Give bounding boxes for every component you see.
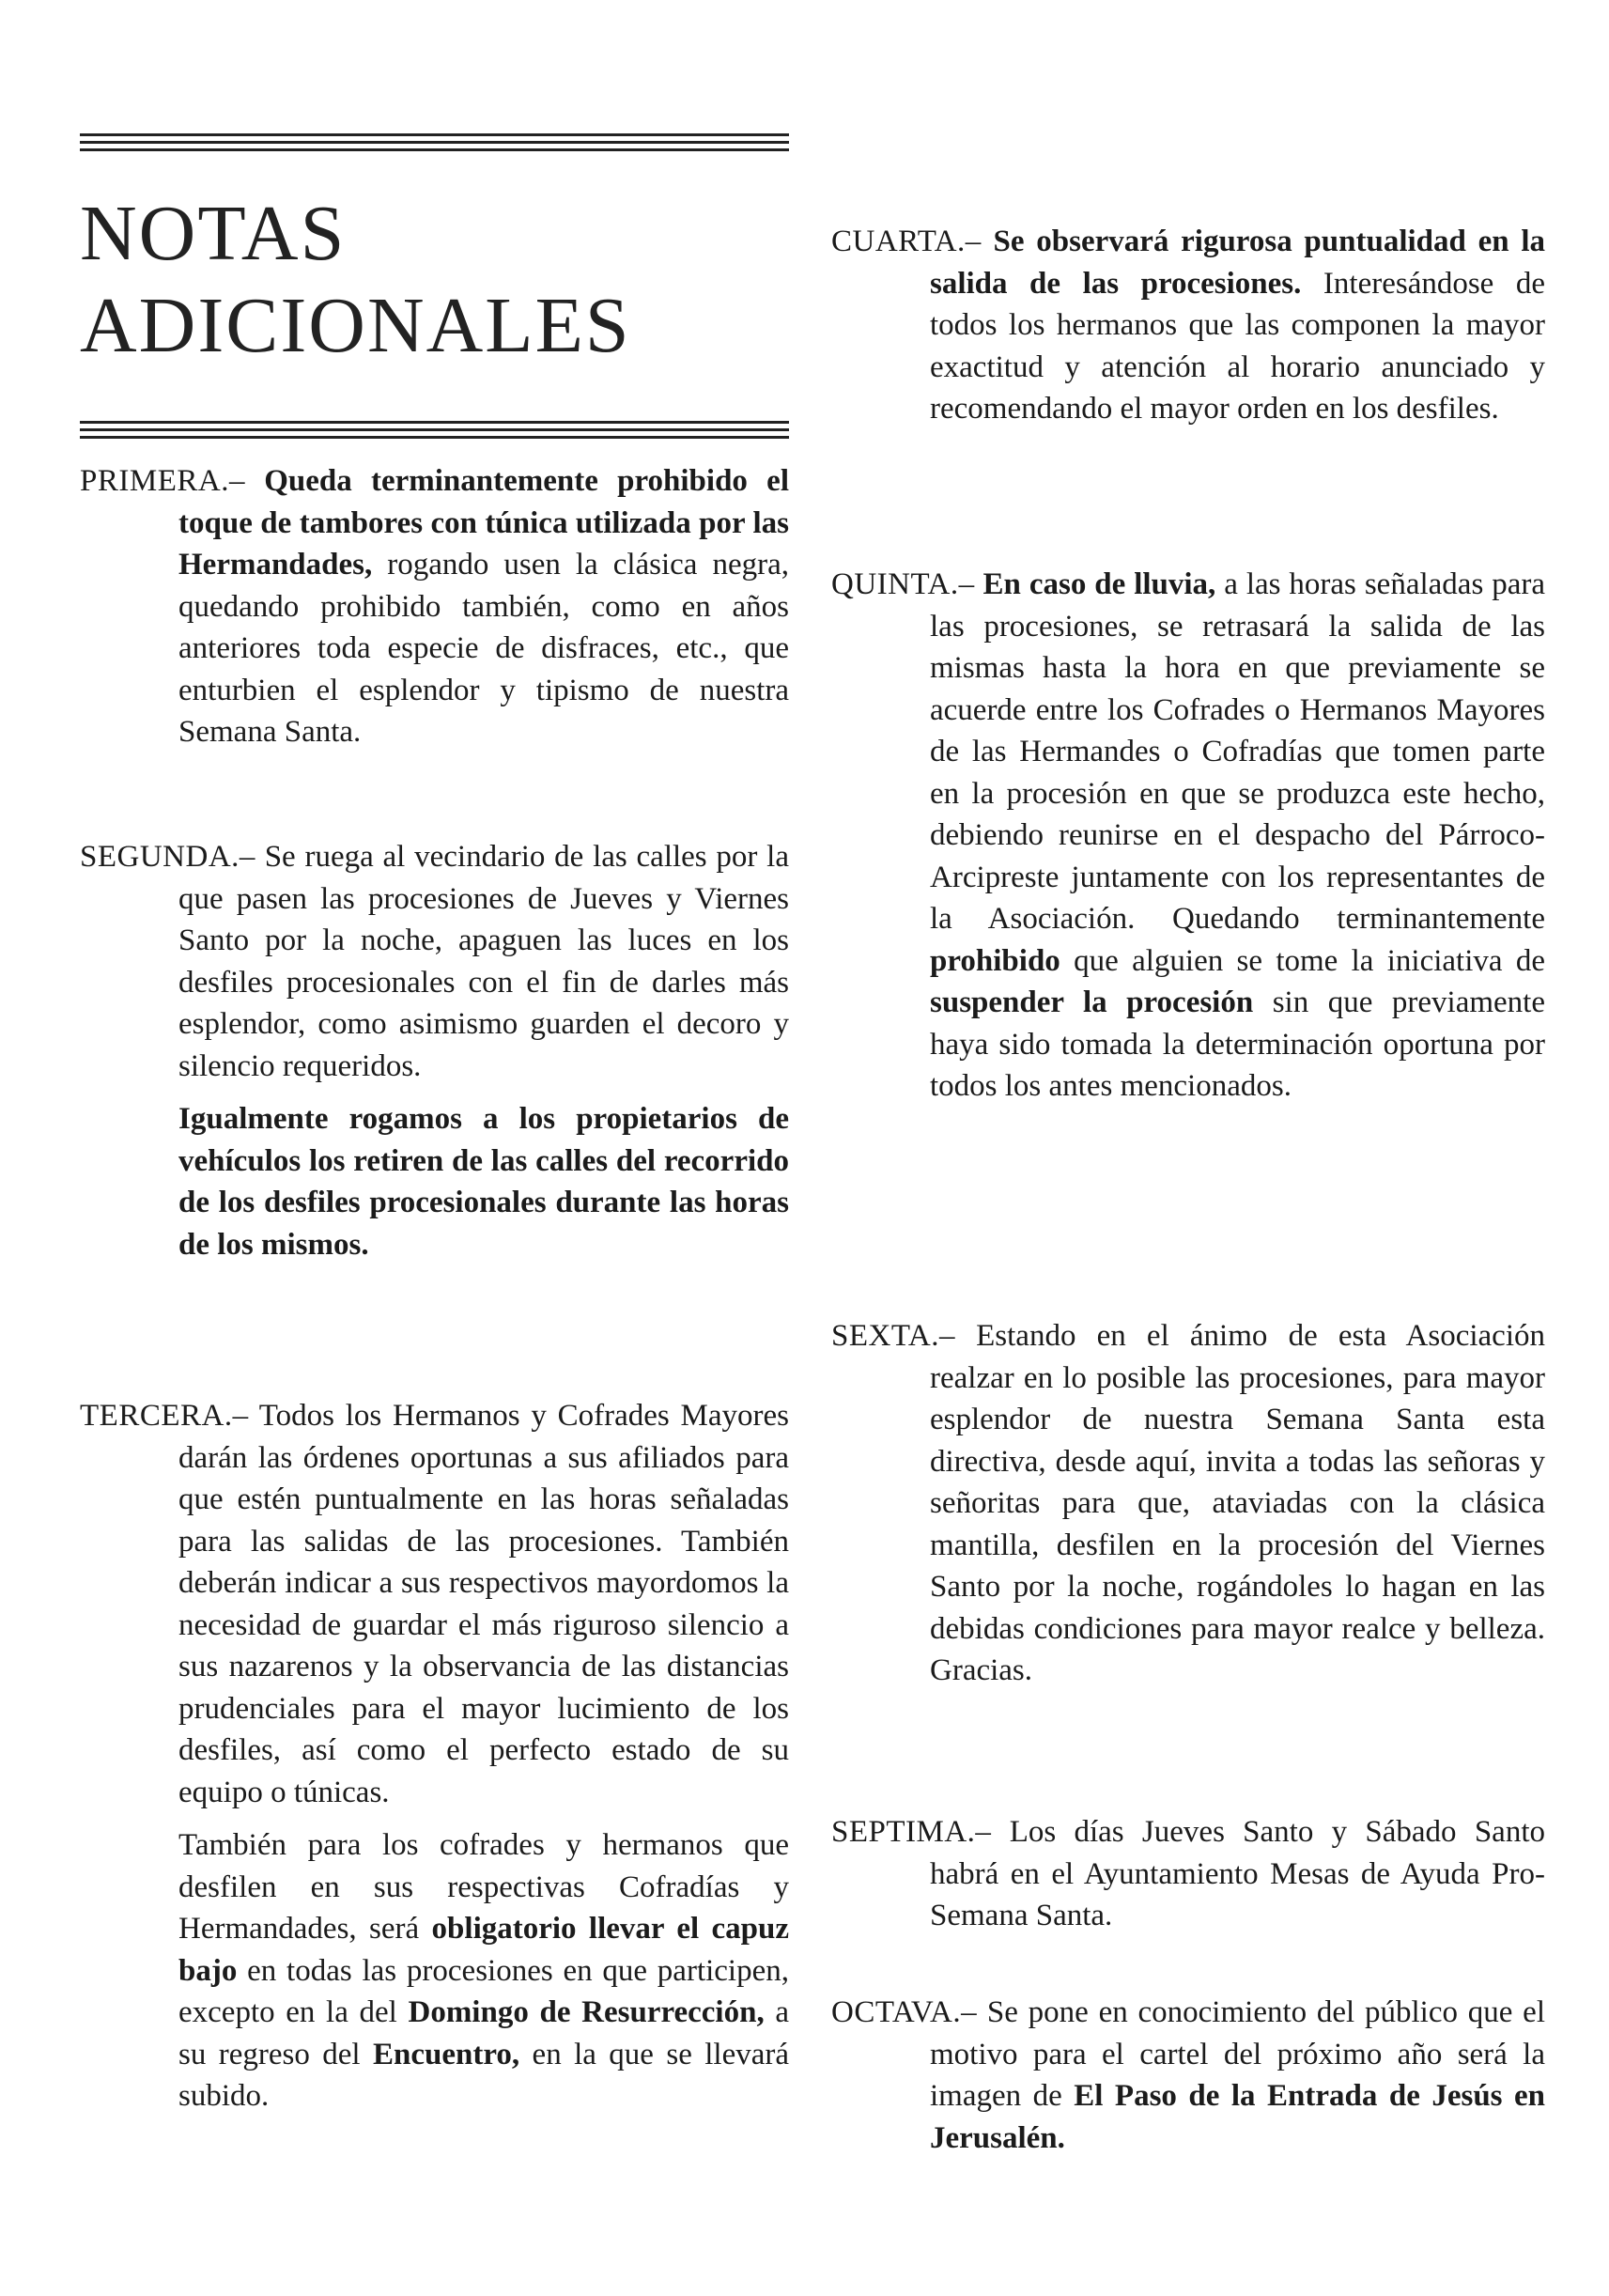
- note-primera-bold: Queda terminantemente prohibido el toque de tambores con túnica utilizada por las Hermandades,: [178, 464, 789, 582]
- title-rule-bottom: [80, 421, 789, 443]
- note-quinta-heading: QUINTA.–: [831, 567, 975, 601]
- note-primera-text: rogando usen la clásica negra, quedando prohibido también, como en años anteriores toda especie de disfraces, etc., que enturbien el esplendor y tipismo de nuestra Semana Santa.: [178, 548, 789, 749]
- note-quinta-bold-lluvia: En caso de lluvia,: [982, 567, 1216, 601]
- note-sexta-heading: SEXTA.–: [831, 1319, 955, 1353]
- note-quinta: [831, 564, 1545, 1108]
- note-segunda-bold: Igualmente rogamos a los propietarios de vehículos los retiren de las calles del recorrido de los desfiles procesionales durante las horas de los mismos.: [178, 1102, 789, 1262]
- note-quinta-text-2: que alguien se tome la iniciativa de: [1074, 943, 1545, 978]
- note-tercera: [80, 1395, 789, 2118]
- note-quinta-paragraph: [831, 564, 1545, 1108]
- note-tercera-paragraph-2: [80, 1824, 789, 2118]
- note-cuarta-text: Interesándose de todos los hermanos que las componen la mayor exactitud y atención al horario anunciado y recomendando el mayor orden en los desfiles.: [930, 266, 1545, 426]
- note-primera: [80, 460, 789, 753]
- note-tercera-text-2g: en la que se llevará subido.: [178, 2037, 790, 2113]
- title-rule-top: [80, 133, 789, 156]
- note-quinta-text-3: sin que previamente haya sido tomada la determinación oportuna por todos los antes mencionados.: [930, 985, 1545, 1103]
- note-quinta-bold-suspender: suspender la procesión: [930, 985, 1254, 1019]
- note-tercera-text-2c: en todas las procesiones en que participen, excepto en la del: [178, 1953, 789, 2029]
- note-segunda-bold-paragraph: [80, 1098, 789, 1265]
- note-cuarta-heading: CUARTA.–: [831, 225, 982, 258]
- note-quinta-text-1: a las horas señaladas para las procesiones, se retrasará la salida de las mismas hasta la hora en que previamente se acuerde entre los Cofrades o Hermanos Mayores de las Hermandes o Cofradías que tomen parte en la procesión en que se produzca este hecho, debiendo reunirse en el despacho del Párroco-Arcipreste juntamente con los representantes de la Asociación. Quedando terminantemente: [930, 567, 1546, 936]
- note-octava: [831, 1992, 1545, 2159]
- note-cuarta-paragraph: [831, 221, 1545, 430]
- note-septima-heading: SEPTIMA.–: [831, 1815, 992, 1849]
- note-octava-paragraph: [831, 1992, 1545, 2159]
- note-octava-heading: OCTAVA.–: [831, 1995, 978, 2029]
- note-tercera-text-2a: También para los cofrades y hermanos que desfilen en sus respectivas Cofradías y Hermandades, será: [178, 1828, 789, 1946]
- note-octava-bold: El Paso de la Entrada de Jesús en Jerusalén.: [930, 2079, 1546, 2155]
- note-primera-heading: PRIMERA.–: [80, 464, 245, 498]
- page-title: [80, 188, 789, 372]
- title-line-2: ADICIONALES: [80, 282, 631, 369]
- note-cuarta: [831, 221, 1545, 430]
- note-tercera-bold-encuentro: Encuentro,: [372, 2037, 520, 2071]
- note-sexta-text: Estando en el ánimo de esta Asociación realzar en lo posible las procesiones, para mayor esplendor de nuestra Semana Santa esta directiva, desde aquí, invita a todas las señoras y señoritas para que, ataviadas con la clásica mantilla, desfilen en la procesión del Viernes Santo por la noche, rogándoles lo hagan en las debidas condiciones para mayor realce y belleza. Gracias.: [930, 1319, 1545, 1687]
- note-tercera-paragraph: [80, 1395, 789, 1813]
- note-octava-text: Se pone en conocimiento del público que el motivo para el cartel del próximo año será la imagen de: [930, 1995, 1546, 2113]
- note-tercera-text: Todos los Hermanos y Cofrades Mayores darán las órdenes oportunas a sus afiliados para que estén puntualmente en las horas señaladas para las salidas de las procesiones. También deberán indicar a sus respectivos mayordomos la necesidad de guardar el más riguroso silencio a sus nazarenos y la observancia de las distancias prudenciales para el mayor lucimiento de los desfiles, así como el perfecto estado de su equipo o túnicas.: [178, 1399, 789, 1809]
- note-tercera-text-2e: a su regreso del: [178, 1995, 790, 2071]
- note-primera-paragraph: [80, 460, 789, 753]
- note-septima: [831, 1811, 1545, 1937]
- note-quinta-bold-prohibido: prohibido: [930, 943, 1060, 978]
- note-septima-paragraph: [831, 1811, 1545, 1937]
- note-sexta: [831, 1315, 1545, 1692]
- note-sexta-paragraph: [831, 1315, 1545, 1692]
- note-cuarta-bold: Se observará rigurosa puntualidad en la salida de las procesiones.: [930, 225, 1546, 301]
- note-segunda-heading: SEGUNDA.–: [80, 840, 255, 874]
- note-septima-text: Los días Jueves Santo y Sábado Santo habrá en el Ayuntamiento Mesas de Ayuda Pro-Semana Santa.: [930, 1815, 1545, 1932]
- note-segunda-paragraph: [80, 836, 789, 1087]
- note-tercera-heading: TERCERA.–: [80, 1399, 249, 1433]
- note-tercera-bold-domingo: Domingo de Resurrección,: [408, 1995, 765, 2029]
- note-segunda: [80, 836, 789, 1265]
- title-line-1: NOTAS: [80, 190, 347, 277]
- note-segunda-text: Se ruega al vecindario de las calles por la que pasen las procesiones de Jueves y Viernes Santo por la noche, apaguen las luces en los desfiles procesionales con el fin de darles más esplendor, como asimismo guarden el decoro y silencio requeridos.: [178, 840, 789, 1083]
- note-tercera-bold-capuz: obligatorio llevar el capuz bajo: [178, 1912, 789, 1988]
